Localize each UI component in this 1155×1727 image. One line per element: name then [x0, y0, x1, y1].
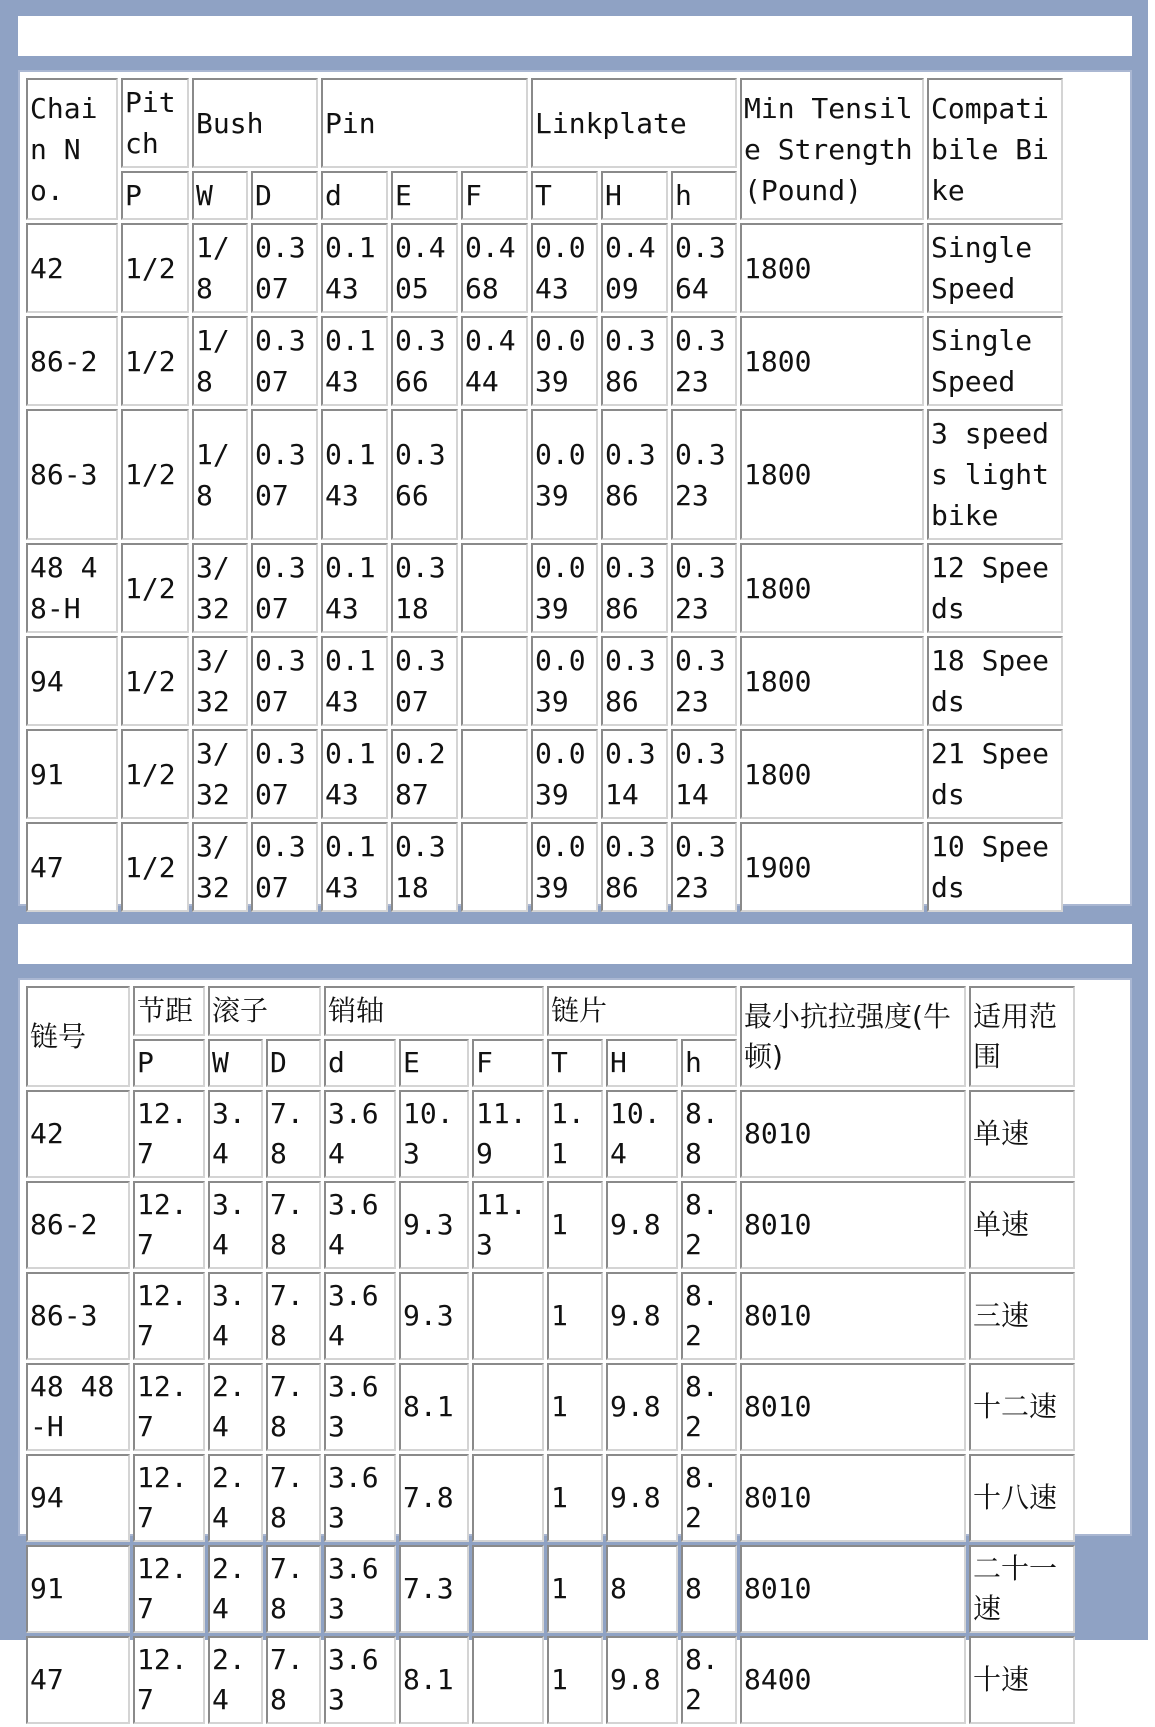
table-cell: 0.366	[391, 316, 458, 406]
table-cell	[472, 1545, 544, 1633]
table-cell: 1800	[740, 543, 924, 633]
table-cell: 8	[606, 1545, 678, 1633]
table-cell	[472, 1636, 544, 1724]
table-cell: 94	[26, 636, 118, 726]
table-row	[26, 543, 1063, 633]
table-cell: 0.307	[251, 636, 318, 726]
table-cell: 0.366	[391, 409, 458, 540]
table-cell: 7.8	[399, 1454, 469, 1542]
table-cell: 3 speeds light bike	[927, 409, 1063, 540]
cn-subheader-pin-d: d	[324, 1039, 396, 1087]
table-cell: 1	[547, 1272, 603, 1360]
cn-subheader-e: E	[399, 1039, 469, 1087]
table-cell: 12.7	[133, 1636, 205, 1724]
table-row	[26, 409, 1063, 540]
table-cell: 8.2	[681, 1272, 737, 1360]
table-cell: 十八速	[969, 1454, 1075, 1542]
table-cell: 0.314	[601, 729, 668, 819]
table-cell: 0.039	[531, 316, 598, 406]
table-cell: 8010	[740, 1090, 966, 1178]
table-row	[26, 729, 1063, 819]
table-cell: 3.63	[324, 1545, 396, 1633]
table-cell: 7.8	[266, 1181, 321, 1269]
table-cell: 8.8	[681, 1090, 737, 1178]
table-cell: 12.7	[133, 1454, 205, 1542]
subheader-small-h: h	[671, 171, 737, 220]
table-cell: 8400	[740, 1636, 966, 1724]
table-cell: 0.468	[461, 223, 528, 313]
table-cell: 1800	[740, 223, 924, 313]
table-cell: 3/32	[192, 729, 248, 819]
chinese-spec-panel	[18, 978, 1132, 1716]
table-cell: 1/2	[121, 822, 189, 912]
table-cell: 12.7	[133, 1272, 205, 1360]
table-cell: 8010	[740, 1272, 966, 1360]
table-cell: 0.143	[321, 636, 388, 726]
table-cell: 0.323	[671, 543, 737, 633]
table-cell	[461, 822, 528, 912]
table-cell: 2.4	[208, 1454, 263, 1542]
english-spec-panel	[18, 70, 1132, 906]
table-cell: 3/32	[192, 636, 248, 726]
table-cell	[461, 543, 528, 633]
table-cell: 9.3	[399, 1272, 469, 1360]
table-cell: 3.63	[324, 1454, 396, 1542]
table-cell: 0.143	[321, 822, 388, 912]
cn-header-plate: 链片	[547, 986, 737, 1036]
cn-header-chain-no: 链号	[26, 986, 130, 1087]
cn-subheader-f: F	[472, 1039, 544, 1087]
subheader-w: W	[192, 171, 248, 220]
cn-subheader-t: T	[547, 1039, 603, 1087]
table-cell: 0.039	[531, 409, 598, 540]
table-cell: 18 Speeds	[927, 636, 1063, 726]
cn-header-pitch: 节距	[133, 986, 205, 1036]
cn-subheader-h: H	[606, 1039, 678, 1087]
table-cell: 1	[547, 1636, 603, 1724]
table-cell: 7.8	[266, 1545, 321, 1633]
table-cell: 10.4	[606, 1090, 678, 1178]
table-cell: 0.405	[391, 223, 458, 313]
table-row	[26, 1090, 1075, 1178]
table-cell: 3.64	[324, 1181, 396, 1269]
table-row	[26, 316, 1063, 406]
table-cell: 0.444	[461, 316, 528, 406]
table-cell: 1800	[740, 409, 924, 540]
table-cell: 单速	[969, 1090, 1075, 1178]
cn-header-roller: 滚子	[208, 986, 321, 1036]
table-cell: 0.307	[251, 223, 318, 313]
table-cell: 1	[547, 1454, 603, 1542]
table-row	[26, 636, 1063, 726]
table-cell	[472, 1363, 544, 1451]
table-cell: 0.143	[321, 729, 388, 819]
table-cell	[472, 1272, 544, 1360]
table-cell: 1/2	[121, 543, 189, 633]
table-cell: 0.039	[531, 729, 598, 819]
table-cell: 86-3	[26, 409, 118, 540]
table-cell: 48 48-H	[26, 543, 118, 633]
header-tensile: Min Tensile Strength(Pound)	[740, 78, 924, 220]
table-cell: 3/32	[192, 543, 248, 633]
table-cell: 0.143	[321, 316, 388, 406]
cn-subheader-small-h: h	[681, 1039, 737, 1087]
table-cell: 0.307	[251, 822, 318, 912]
table-cell: 8010	[740, 1181, 966, 1269]
cn-header-tensile: 最小抗拉强度(牛顿)	[740, 986, 966, 1087]
table-cell: 8010	[740, 1363, 966, 1451]
table-cell: 42	[26, 223, 118, 313]
table-cell: 86-2	[26, 316, 118, 406]
table-cell: 0.409	[601, 223, 668, 313]
table-cell: 7.8	[266, 1272, 321, 1360]
table-cell: 3.63	[324, 1363, 396, 1451]
table-cell: 12.7	[133, 1545, 205, 1633]
table-cell: 12.7	[133, 1363, 205, 1451]
table-cell: Single Speed	[927, 223, 1063, 313]
table-cell: 1/8	[192, 223, 248, 313]
table-cell: 1900	[740, 822, 924, 912]
table-cell	[461, 636, 528, 726]
table-row	[26, 223, 1063, 313]
top-blank-bar	[18, 16, 1132, 56]
chinese-table-body	[26, 1090, 1075, 1724]
table-cell: 1/8	[192, 409, 248, 540]
table-cell: 1/2	[121, 729, 189, 819]
table-cell: 91	[26, 1545, 130, 1633]
header-linkplate: Linkplate	[531, 78, 737, 168]
table-cell: 3.4	[208, 1181, 263, 1269]
table-cell: 1800	[740, 636, 924, 726]
table-cell: 0.043	[531, 223, 598, 313]
table-cell: 8.1	[399, 1363, 469, 1451]
table-cell: Single Speed	[927, 316, 1063, 406]
table-cell: 0.386	[601, 543, 668, 633]
table-cell: 0.307	[251, 409, 318, 540]
table-cell: 3.4	[208, 1090, 263, 1178]
table-cell: 8.2	[681, 1636, 737, 1724]
table-cell: 二十一速	[969, 1545, 1075, 1633]
table-cell: 0.323	[671, 636, 737, 726]
subheader-t: T	[531, 171, 598, 220]
table-cell: 1/2	[121, 409, 189, 540]
table-cell: 1/8	[192, 316, 248, 406]
table-cell: 十二速	[969, 1363, 1075, 1451]
table-cell: 7.8	[266, 1363, 321, 1451]
table-cell: 1.1	[547, 1090, 603, 1178]
cn-subheader-d: D	[266, 1039, 321, 1087]
table-cell	[461, 409, 528, 540]
table-cell: 3.4	[208, 1272, 263, 1360]
table-cell: 42	[26, 1090, 130, 1178]
table-row	[26, 1181, 1075, 1269]
table-row	[26, 1272, 1075, 1360]
table-cell: 7.8	[266, 1636, 321, 1724]
table-cell: 2.4	[208, 1363, 263, 1451]
table-cell: 0.318	[391, 543, 458, 633]
table-cell: 8010	[740, 1545, 966, 1633]
table-cell: 1/2	[121, 316, 189, 406]
table-cell: 0.143	[321, 223, 388, 313]
table-cell: 11.9	[472, 1090, 544, 1178]
table-cell: 9.8	[606, 1363, 678, 1451]
table-row	[26, 822, 1063, 912]
table-cell: 8.2	[681, 1454, 737, 1542]
subheader-e: E	[391, 171, 458, 220]
table-cell: 1800	[740, 729, 924, 819]
table-row	[26, 1363, 1075, 1451]
table-cell: 0.287	[391, 729, 458, 819]
table-cell: 0.039	[531, 543, 598, 633]
header-pin: Pin	[321, 78, 528, 168]
table-cell: 0.323	[671, 316, 737, 406]
table-cell: 0.386	[601, 822, 668, 912]
table-cell: 8	[681, 1545, 737, 1633]
table-cell: 0.323	[671, 822, 737, 912]
table-cell: 1/2	[121, 223, 189, 313]
table-cell: 8.2	[681, 1181, 737, 1269]
table-cell: 47	[26, 1636, 130, 1724]
cn-subheader-p: P	[133, 1039, 205, 1087]
subheader-d: D	[251, 171, 318, 220]
table-cell: 10 Speeds	[927, 822, 1063, 912]
table-cell: 11.3	[472, 1181, 544, 1269]
subheader-p: P	[121, 171, 189, 220]
cn-header-pin: 销轴	[324, 986, 544, 1036]
table-cell: 3/32	[192, 822, 248, 912]
table-cell: 0.039	[531, 822, 598, 912]
table-cell: 10.3	[399, 1090, 469, 1178]
table-cell: 21 Speeds	[927, 729, 1063, 819]
table-cell: 86-3	[26, 1272, 130, 1360]
table-cell: 47	[26, 822, 118, 912]
subheader-pin-d: d	[321, 171, 388, 220]
table-cell: 1	[547, 1181, 603, 1269]
table-cell: 1800	[740, 316, 924, 406]
table-cell: 十速	[969, 1636, 1075, 1724]
table-cell: 9.8	[606, 1272, 678, 1360]
table-cell: 9.8	[606, 1181, 678, 1269]
table-cell: 3.64	[324, 1272, 396, 1360]
chinese-spec-table	[23, 983, 1078, 1727]
english-spec-table	[23, 75, 1066, 915]
table-cell: 三速	[969, 1272, 1075, 1360]
english-table-body	[26, 223, 1063, 912]
table-cell: 8.1	[399, 1636, 469, 1724]
table-cell: 48 48-H	[26, 1363, 130, 1451]
table-cell: 2.4	[208, 1545, 263, 1633]
table-cell: 0.307	[251, 729, 318, 819]
subheader-f: F	[461, 171, 528, 220]
subheader-h: H	[601, 171, 668, 220]
table-cell: 0.039	[531, 636, 598, 726]
table-cell: 12.7	[133, 1181, 205, 1269]
table-cell: 0.318	[391, 822, 458, 912]
table-cell: 91	[26, 729, 118, 819]
table-cell: 94	[26, 1454, 130, 1542]
table-cell: 1	[547, 1545, 603, 1633]
table-cell: 9.8	[606, 1636, 678, 1724]
table-cell: 0.307	[391, 636, 458, 726]
table-cell: 7.3	[399, 1545, 469, 1633]
table-cell: 12 Speeds	[927, 543, 1063, 633]
table-cell: 9.3	[399, 1181, 469, 1269]
table-cell: 7.8	[266, 1090, 321, 1178]
middle-blank-bar	[18, 924, 1132, 964]
table-cell: 0.323	[671, 409, 737, 540]
table-cell: 0.143	[321, 543, 388, 633]
table-cell: 0.307	[251, 316, 318, 406]
table-cell: 0.364	[671, 223, 737, 313]
table-cell: 0.307	[251, 543, 318, 633]
cn-subheader-w: W	[208, 1039, 263, 1087]
table-cell: 7.8	[266, 1454, 321, 1542]
table-cell: 2.4	[208, 1636, 263, 1724]
table-row	[26, 1545, 1075, 1633]
table-cell: 3.63	[324, 1636, 396, 1724]
table-cell	[472, 1454, 544, 1542]
table-row	[26, 1454, 1075, 1542]
table-cell: 0.386	[601, 636, 668, 726]
table-cell	[461, 729, 528, 819]
table-cell: 3.64	[324, 1090, 396, 1178]
table-cell: 0.386	[601, 409, 668, 540]
header-compatible: Compatibile Bike	[927, 78, 1063, 220]
table-row	[26, 1636, 1075, 1724]
table-cell: 9.8	[606, 1454, 678, 1542]
header-chain-no: Chain No.	[26, 78, 118, 220]
table-cell: 8010	[740, 1454, 966, 1542]
table-cell: 12.7	[133, 1090, 205, 1178]
table-cell: 1	[547, 1363, 603, 1451]
header-pitch: Pitch	[121, 78, 189, 168]
table-cell: 0.143	[321, 409, 388, 540]
table-cell: 0.314	[671, 729, 737, 819]
table-cell: 1/2	[121, 636, 189, 726]
cn-header-range: 适用范围	[969, 986, 1075, 1087]
header-bush: Bush	[192, 78, 318, 168]
table-cell: 86-2	[26, 1181, 130, 1269]
table-cell: 8.2	[681, 1363, 737, 1451]
table-cell: 单速	[969, 1181, 1075, 1269]
table-cell: 0.386	[601, 316, 668, 406]
